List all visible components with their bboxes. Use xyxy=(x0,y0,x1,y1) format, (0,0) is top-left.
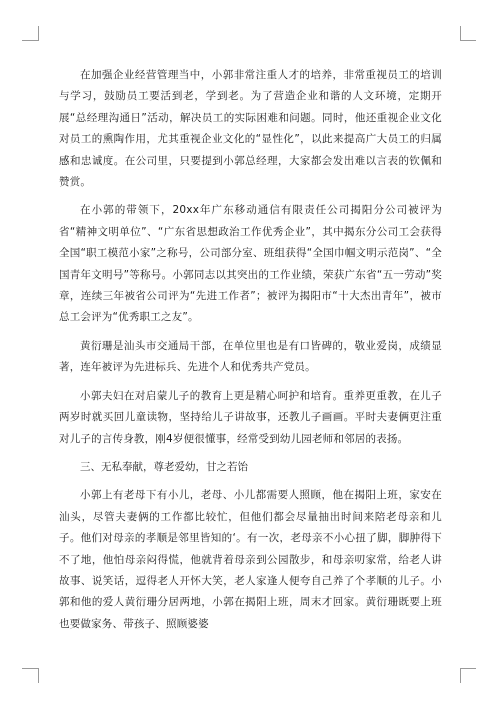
crop-mark-top-left xyxy=(38,26,39,41)
crop-mark-bottom-right xyxy=(460,668,461,683)
crop-mark-top-right xyxy=(460,26,461,41)
paragraph-son-education: 小郭夫妇在对启蒙儿子的教育上更是精心呵护和培育。重养更重教，在儿子两岁时就买回儿童读物，坚持给儿子讲故事，还教儿子画画。平时夫妻俩更注重对儿子的言传身教，刚4岁便很懂事，经常受到幼儿园老师和邻居的表扬。 xyxy=(59,389,442,445)
paragraph-staff-training: 在加强企业经营管理当中，小郭非常注重人才的培养，非常重视员工的培训与学习，鼓励员工要活到老，学到老。为了营造企业和谐的人文环境，定期开展“总经理沟通日”活动，解决员工的实际困难和问题。同时，他还重视企业文化对员工的熏陶作用，尤其重视企业文化的“显性化”，以此来提高广大员工的归属感和忠诚度。在公司里，只要提到小郭总经理，大家都会发出难以言表的钦佩和赞赏。 xyxy=(59,69,442,189)
crop-mark-top-right xyxy=(460,40,476,41)
crop-mark-bottom-left xyxy=(22,668,38,669)
crop-mark-bottom-right xyxy=(460,668,476,669)
crop-mark-top-left xyxy=(22,40,38,41)
document-body xyxy=(59,65,442,642)
paragraph-filial-piety: 小郭上有老母下有小儿，老母、小儿都需要人照顾，他在揭阳上班，家安在汕头，尽管夫妻俩的工作都比较忙，但他们都会尽量抽出时间来陪老母亲和儿子。他们对母亲的孝顺是邻里皆知的‘。有一次，老母亲不小心扭了脚，脚肿得下不了地，他怕母亲闷得慌，他就背着母亲到公园散步，和母亲叨家常，给老人讲故事、说笑话，逗得老人开怀大笑，老人家逢人便夸自己养了个孝顺的儿子。小郭和他的爱人黄衍珊分居两地，小郭在揭阳上班，周末才回家。黄衍珊既要上班也要做家务、带孩子、照顾婆婆 xyxy=(59,489,442,630)
crop-mark-bottom-left xyxy=(38,668,39,683)
section-heading: 三、无私奉献，尊老爱幼，甘之若饴 xyxy=(80,460,248,473)
paragraph-wife-career: 黄衍珊是汕头市交通局干部，在单位里也是有口皆碑的，敬业爱岗，成绩显著，连年被评为先进标兵、先进个人和优秀共产党员。 xyxy=(59,339,442,374)
paragraph-company-honors: 在小郭的带领下，20xx年广东移动通信有限责任公司揭阳分公司被评为省“精神文明单位”、“广东省思想政治工作优秀企业”，其中揭东分公司工会获得全国“职工模范小家”之称号，公司部分室、班组获得“全国巾帼文明示范岗”、“全国青年文明号”等称号。小郭同志以其突出的工作业绩，荣获广东省“五一劳动”奖章，连续三年被省公司评为“先进工作者”；被评为揭阳市“十大杰出青年”，被市总工会评为“优秀职工之友”。 xyxy=(59,204,442,324)
